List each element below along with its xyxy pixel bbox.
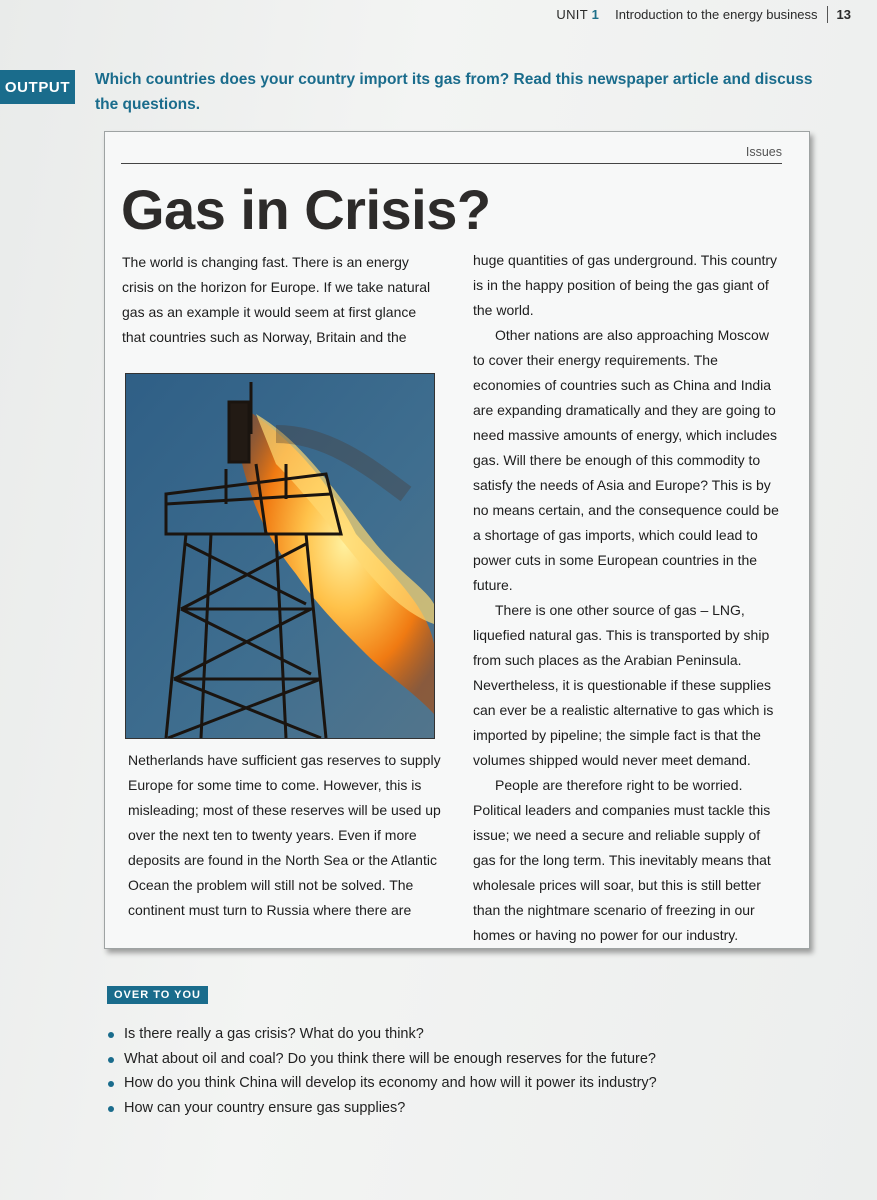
list-item: How do you think China will develop its economy and how will it power its industry? — [106, 1071, 657, 1096]
gas-flare-photo — [125, 373, 435, 739]
discussion-questions — [106, 1022, 657, 1120]
left-paragraph-continued: Netherlands have sufficient gas reserves to supply Europe for some time to come. However, this is misleading; most of these reserves will be used up over the next ten to twenty years. Even if more deposits are found in the North Sea or the Atlantic Ocean the problem will still not be solved. The continent must turn to Russia where there are — [128, 752, 441, 918]
list-item: How can your country ensure gas supplies? — [106, 1096, 657, 1121]
header-divider — [827, 6, 828, 23]
article-headline: Gas in Crisis? — [121, 178, 491, 241]
left-column-bottom — [128, 748, 446, 923]
unit-title: Introduction to the energy business — [615, 7, 818, 22]
article-section-label: Issues — [745, 145, 782, 159]
right-column — [473, 248, 783, 948]
page-number: 13 — [836, 7, 851, 22]
right-paragraph: Other nations are also approaching Moscow to cover their energy requirements. The economies of countries such as China and India are expanding dramatically and they are going to need massive amounts of energy, which includes gas. Will there be enough of this commodity to satisfy the needs of Asia and Europe? This is by no means certain, and the consequence could be a shortage of gas imports, which could lead to power cuts in some European countries in the future. — [473, 327, 779, 593]
output-tag: OUTPUT — [0, 70, 75, 104]
newspaper-article — [104, 131, 810, 949]
right-paragraph: There is one other source of gas – LNG, liquefied natural gas. This is transported by ship from such places as the Arabian Peninsula. Nevertheless, it is questionable if these supplies can ever be a realistic alternative to gas which is imported by pipeline; the simple fact is that the volumes shipped would never meet demand. — [473, 602, 774, 768]
right-paragraph: huge quantities of gas underground. This country is in the happy position of being the gas giant of the world. — [473, 252, 778, 318]
output-instruction: Which countries does your country import its gas from? Read this newspaper article and discuss the questions. — [95, 71, 813, 113]
page-header — [556, 6, 851, 23]
left-column-top — [122, 250, 440, 350]
list-item: What about oil and coal? Do you think there will be enough reserves for the future? — [106, 1047, 657, 1072]
over-to-you-tag: OVER TO YOU — [107, 986, 208, 1004]
unit-label: UNIT 1 — [556, 7, 600, 22]
left-paragraph-start: The world is changing fast. There is an energy crisis on the horizon for Europe. If we take natural gas as an example it would seem at first glance that countries such as Norway, Britain and the — [122, 254, 431, 345]
right-paragraph: People are therefore right to be worried. Political leaders and companies must tackle this issue; we need a secure and reliable supply of gas for the long term. This inevitably means that wholesale prices will soar, but this is still better than the nightmare scenario of freezing in our homes or having no power for our industry. — [473, 777, 771, 943]
list-item: Is there really a gas crisis? What do you think? — [106, 1022, 657, 1047]
header-rule — [121, 163, 782, 164]
